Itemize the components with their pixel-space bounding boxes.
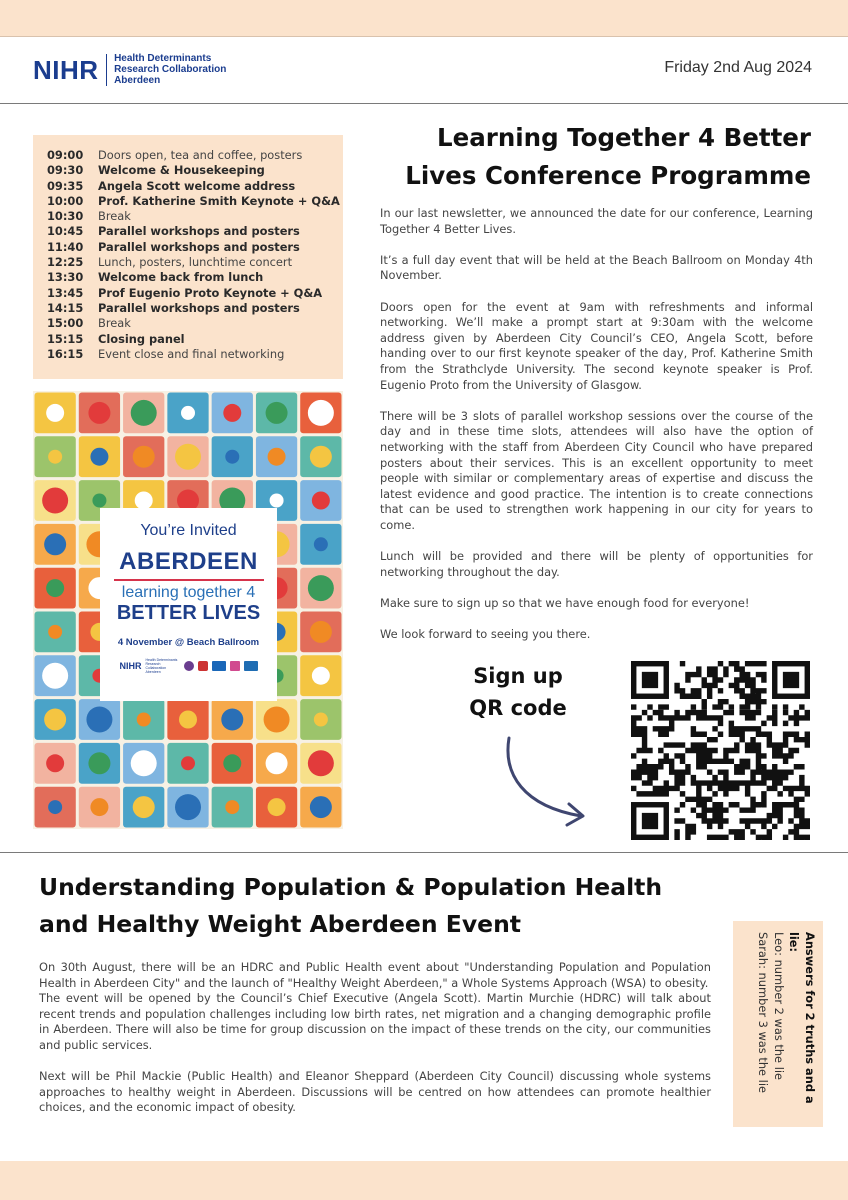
schedule-item: Parallel workshops and posters bbox=[98, 300, 300, 315]
poster-tile-icon bbox=[308, 750, 334, 776]
poster-tile-icon bbox=[310, 621, 332, 643]
schedule-item: Event close and final networking bbox=[98, 346, 285, 361]
schedule-row bbox=[47, 347, 343, 362]
schedule-time: 12:25 bbox=[47, 255, 84, 270]
schedule-time: 09:00 bbox=[47, 148, 84, 162]
invite-rule bbox=[114, 579, 264, 581]
poster-tile-icon bbox=[308, 575, 334, 601]
conference-article bbox=[380, 206, 813, 658]
answers-line: Sarah: number 3 was the lie bbox=[756, 932, 771, 1093]
schedule-row bbox=[47, 270, 343, 285]
poster-tile-icon bbox=[268, 448, 286, 466]
poster-tile-icon bbox=[88, 752, 110, 774]
invite-card bbox=[100, 508, 277, 701]
poster-tile-icon bbox=[135, 492, 153, 510]
event-title-line: Understanding Population & Population Health bbox=[39, 873, 663, 901]
poster-tile-icon bbox=[223, 404, 241, 422]
logo-text bbox=[114, 53, 226, 86]
schedule-item: Closing panel bbox=[98, 331, 185, 346]
schedule-item: Angela Scott welcome address bbox=[98, 178, 296, 193]
schedule-row bbox=[47, 286, 343, 301]
logo-mark: NIHR bbox=[33, 54, 99, 85]
schedule-row bbox=[47, 332, 343, 347]
poster-tile-icon bbox=[314, 713, 328, 727]
poster-tile-icon bbox=[223, 754, 241, 772]
invite-subtitle: learning together 4 bbox=[121, 584, 256, 601]
schedule-item: Prof. Katherine Smith Keynote + Q&A bbox=[98, 193, 340, 208]
event-title-line: and Healthy Weight Aberdeen Event bbox=[39, 910, 522, 938]
poster-tile-icon bbox=[131, 750, 157, 776]
schedule-time: 09:35 bbox=[47, 178, 84, 193]
logo-line: Aberdeen bbox=[114, 75, 161, 86]
poster-tile-icon bbox=[225, 450, 239, 464]
poster-tile-icon bbox=[86, 707, 112, 733]
poster-tile-icon bbox=[42, 488, 68, 514]
schedule-item: Lunch, posters, lunchtime concert bbox=[98, 255, 293, 270]
event-article bbox=[39, 960, 711, 1116]
poster-tile-icon bbox=[88, 402, 110, 424]
poster-tile-icon bbox=[133, 796, 155, 818]
schedule-item: Doors open, tea and coffee, posters bbox=[98, 148, 303, 162]
poster-tile-icon bbox=[44, 709, 66, 731]
answers-title: Answers for 2 truths and a lie: bbox=[787, 932, 817, 1104]
qr-finder bbox=[642, 813, 658, 829]
article-paragraph: We look forward to seeing you there. bbox=[380, 627, 591, 642]
logo-divider bbox=[106, 54, 108, 86]
schedule-row bbox=[47, 179, 343, 194]
poster-tile-icon bbox=[133, 446, 155, 468]
event-paragraph: On 30th August, there will be an HDRC and Public Health event about "Understanding Population and Population Health in Aberdeen City" and the launch of "Healthy Weight Aberdeen," a Whole Systems Approach (WSA) to obesity. bbox=[39, 960, 711, 990]
poster-tile-icon bbox=[308, 400, 334, 426]
poster-tile-icon bbox=[221, 709, 243, 731]
article-paragraph: Lunch will be provided and there will be plenty of opportunities for networking throughout the day. bbox=[380, 549, 813, 579]
poster-tile-icon bbox=[48, 800, 62, 814]
poster-tile-icon bbox=[90, 798, 108, 816]
section-divider bbox=[0, 852, 848, 853]
poster-tile-icon bbox=[179, 711, 197, 729]
poster-tile-icon bbox=[266, 402, 288, 424]
article-paragraph: It’s a full day event that will be held at the Beach Ballroom on Monday 4th November. bbox=[380, 252, 813, 283]
article-paragraph: Doors open for the event at 9am with refreshments and informal networking. We’ll make a prompt start at 9:30am with the welcome address given by Aberdeen City Council’s CEO, Angela Scott, before handing over to our first keynote speaker of the day, Prof. Katherine Smith from the Strathclyde University. The second keynote speaker is Prof. Eugenio Proto from the University of Glasgow. bbox=[380, 299, 813, 392]
conference-title bbox=[370, 119, 811, 195]
invite-heading: You’re Invited bbox=[140, 522, 237, 539]
top-band bbox=[0, 0, 848, 36]
article-paragraph: Make sure to sign up so that we have enough food for everyone! bbox=[380, 595, 750, 610]
qr-finder bbox=[783, 672, 799, 688]
poster-tile-icon bbox=[44, 533, 66, 555]
issue-date: Friday 2nd Aug 2024 bbox=[664, 59, 812, 76]
invite-hdrc-text: Health Determinants Research Collaboration Aberdeen bbox=[145, 658, 178, 674]
schedule-row bbox=[47, 194, 343, 209]
poster-tile-icon bbox=[264, 707, 290, 733]
partner-logo-icon bbox=[212, 661, 226, 671]
answers-line: Leo: number 2 was the lie bbox=[772, 932, 786, 1081]
schedule-item: Break bbox=[98, 209, 131, 224]
schedule-row bbox=[47, 209, 343, 224]
programme-schedule bbox=[33, 135, 343, 379]
invite-nihr-logo: NIHR bbox=[119, 661, 142, 671]
event-paragraph: Next will be Phil Mackie (Public Health) and Eleanor Sheppard (Aberdeen City Council) discussing whole systems approaches to healthy weight in Aberdeen. Discussions will be centred on how attendees can promote healthier choices, and the economic impact of obesity. bbox=[39, 1069, 711, 1115]
poster-tile-icon bbox=[46, 579, 64, 597]
schedule-row bbox=[47, 163, 343, 178]
schedule-time: 15:15 bbox=[47, 331, 84, 346]
poster-tile-icon bbox=[46, 754, 64, 772]
schedule-time: 13:30 bbox=[47, 270, 84, 285]
event-paragraph: The event will be opened by the Council’s Chief Executive (Angela Scott). Martin Murchie (HDRC) will talk about recent trends and population challenges including low birth rates, net migration and a changing demographic profile in Aberdeen. There will also be time for group discussion on the impact of these trends on the city, our communities and public services. bbox=[39, 991, 711, 1052]
invite-better-lives: BETTER LIVES bbox=[116, 602, 261, 624]
schedule-time: 09:30 bbox=[47, 163, 84, 178]
schedule-time: 15:00 bbox=[47, 316, 84, 331]
schedule-item: Prof Eugenio Proto Keynote + Q&A bbox=[98, 285, 323, 300]
poster-tile-icon bbox=[266, 752, 288, 774]
schedule-time: 14:15 bbox=[47, 300, 84, 315]
schedule-time: 10:30 bbox=[47, 209, 84, 224]
invite-date-venue: 4 November @ Beach Ballroom bbox=[117, 637, 260, 648]
poster-tile-icon bbox=[312, 667, 330, 685]
bottom-band bbox=[0, 1161, 848, 1200]
poster-tile-icon bbox=[310, 446, 332, 468]
poster-tile-icon bbox=[175, 444, 201, 470]
schedule-time: 10:45 bbox=[47, 224, 84, 239]
partner-logo-icon bbox=[198, 661, 208, 671]
poster-tile-icon bbox=[46, 404, 64, 422]
schedule-item: Welcome back from lunch bbox=[98, 270, 264, 285]
poster-tile-icon bbox=[310, 796, 332, 818]
schedule-item: Welcome & Housekeeping bbox=[98, 163, 265, 178]
poster-tile-icon bbox=[90, 448, 108, 466]
partner-logo-icon bbox=[184, 661, 194, 671]
schedule-item: Parallel workshops and posters bbox=[98, 224, 300, 239]
page-header bbox=[0, 36, 848, 104]
poster-tile-icon bbox=[42, 663, 68, 689]
poster-tile-icon bbox=[225, 800, 239, 814]
signup-line: QR code bbox=[469, 696, 567, 720]
invitation-poster bbox=[33, 391, 343, 829]
poster-tile-icon bbox=[181, 406, 195, 420]
article-paragraph: There will be 3 slots of parallel workshop sessions over the course of the day and in these time slots, attendees will also have the option of networking with the staff from Aberdeen City Council who have prepared posters about their services. This is an excellent opportunity to meet people with similar or complementary areas of expertise and discuss the latest evidence and good practice. The intention is to create connections that can be used to strengthen work happening in our city for years to come. bbox=[380, 408, 813, 532]
schedule-time: 11:40 bbox=[47, 239, 84, 254]
signup-qr-code[interactable] bbox=[631, 661, 810, 840]
schedule-item: Parallel workshops and posters bbox=[98, 239, 300, 254]
invite-city: ABERDEEN bbox=[119, 548, 258, 575]
event-title bbox=[39, 869, 739, 943]
schedule-time: 13:45 bbox=[47, 285, 84, 300]
schedule-row bbox=[47, 240, 343, 255]
schedule-row bbox=[47, 316, 343, 331]
answers-text bbox=[755, 932, 817, 1122]
curved-arrow-icon bbox=[495, 734, 595, 829]
signup-line: Sign up bbox=[473, 664, 563, 688]
poster-tile-icon bbox=[268, 798, 286, 816]
poster-tile-icon bbox=[312, 492, 330, 510]
schedule-time: 10:00 bbox=[47, 193, 84, 208]
invite-partner-logos bbox=[100, 658, 277, 674]
logo-line: Research Collaboration bbox=[114, 64, 227, 75]
poster-tile-icon bbox=[181, 756, 195, 770]
title-line: Lives Conference Programme bbox=[405, 161, 811, 190]
partner-logo-icon bbox=[230, 661, 240, 671]
nihr-hdrc-logo bbox=[33, 53, 226, 86]
poster-tile-icon bbox=[92, 494, 106, 508]
answers-box bbox=[733, 921, 823, 1127]
schedule-row bbox=[47, 224, 343, 239]
title-line: Learning Together 4 Better bbox=[436, 123, 811, 152]
article-paragraph: In our last newsletter, we announced the date for our conference, Learning Together 4 Better Lives. bbox=[380, 206, 813, 236]
poster-tile-icon bbox=[314, 537, 328, 551]
partner-logo-icon bbox=[244, 661, 258, 671]
schedule-item: Break bbox=[98, 316, 131, 331]
schedule-row bbox=[47, 301, 343, 316]
poster-tile-icon bbox=[131, 400, 157, 426]
schedule-row bbox=[47, 255, 343, 270]
poster-tile-icon bbox=[48, 625, 62, 639]
signup-label bbox=[446, 660, 590, 724]
poster-tile-icon bbox=[137, 713, 151, 727]
schedule-time: 16:15 bbox=[47, 346, 84, 361]
schedule-row bbox=[47, 148, 343, 163]
poster-tile-icon bbox=[175, 794, 201, 820]
logo-line: Health Determinants bbox=[114, 53, 212, 64]
qr-finder bbox=[642, 672, 658, 688]
poster-tile-icon bbox=[270, 494, 284, 508]
poster-tile-icon bbox=[48, 450, 62, 464]
